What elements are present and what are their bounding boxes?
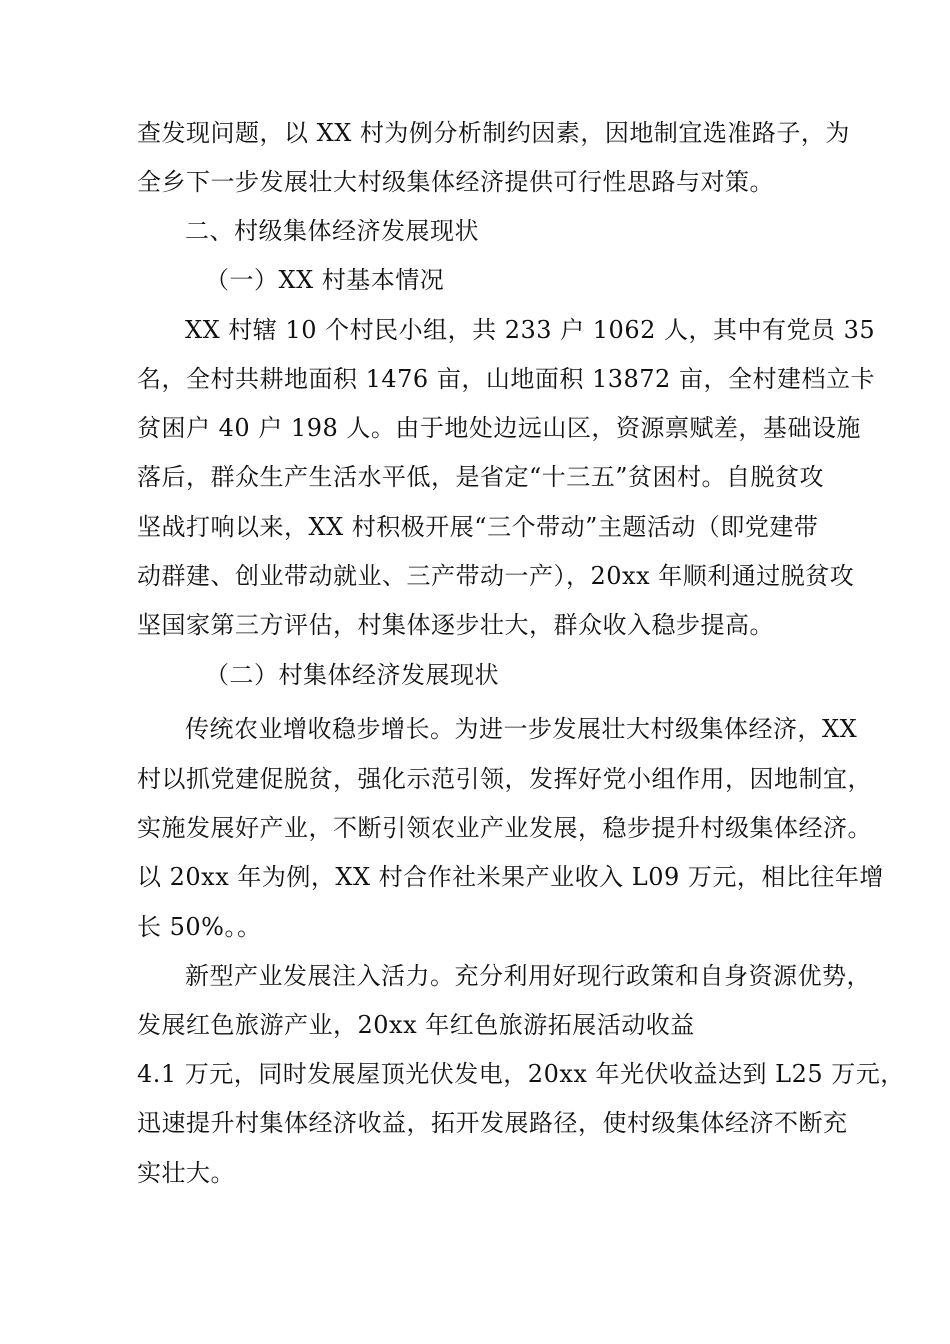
paragraph-line: 发展红色旅游产业，20xx 年红色旅游拓展活动收益 [137, 1011, 695, 1039]
paragraph-line: 落后，群众生产生活水平低，是省定“十三五”贫困村。自脱贫攻 [137, 463, 825, 491]
subsection-heading: （一）XX 村基本情况 [205, 266, 445, 294]
paragraph-line: 村以抓党建促脱贫，强化示范引领，发挥好党小组作用，因地制宜， [137, 765, 872, 793]
paragraph-line: 迅速提升村集体经济收益，拓开发展路径，使村级集体经济不断充 [137, 1109, 848, 1137]
paragraph-line: 全乡下一步发展壮大村级集体经济提供可行性思路与对策。 [137, 168, 774, 196]
paragraph-line: 实壮大。 [137, 1159, 235, 1187]
paragraph-line: 实施发展好产业，不断引领农业产业发展，稳步提升村级集体经济。 [137, 814, 872, 842]
paragraph-line: 坚战打响以来，XX 村积极开展“三个带动”主题活动（即党建带 [137, 513, 819, 541]
paragraph-line: 名，全村共耕地面积 1476 亩，山地面积 13872 亩，全村建档立卡 [137, 365, 875, 393]
paragraph-line: 动群建、创业带动就业、三产带动一产），20xx 年顺利通过脱贫攻 [137, 562, 855, 590]
paragraph-line: 传统农业增收稳步增长。为进一步发展壮大村级集体经济，XX [185, 715, 858, 743]
paragraph-line: 4.1 万元，同时发展屋顶光伏发电，20xx 年光伏收益达到 L25 万元， [137, 1060, 905, 1088]
section-heading: 二、村级集体经济发展现状 [185, 217, 479, 245]
paragraph-line: 长 50%。。 [137, 913, 262, 941]
paragraph-line: 坚国家第三方评估，村集体逐步壮大，群众收入稳步提高。 [137, 611, 774, 639]
paragraph-line: 新型产业发展注入活力。充分利用好现行政策和自身资源优势， [185, 962, 871, 990]
paragraph-line: 以 20xx 年为例，XX 村合作社米果产业收入 L09 万元，相比往年增 [137, 863, 884, 891]
paragraph-line: 查发现问题，以 XX 村为例分析制约因素，因地制宜选准路子，为 [137, 119, 850, 147]
paragraph-line: 贫困户 40 户 198 人。由于地处边远山区，资源禀赋差，基础设施 [137, 414, 861, 442]
paragraph-line: XX 村辖 10 个村民小组，共 233 户 1062 人，其中有党员 35 [185, 316, 876, 344]
subsection-heading: （二）村集体经济发展现状 [205, 661, 499, 689]
